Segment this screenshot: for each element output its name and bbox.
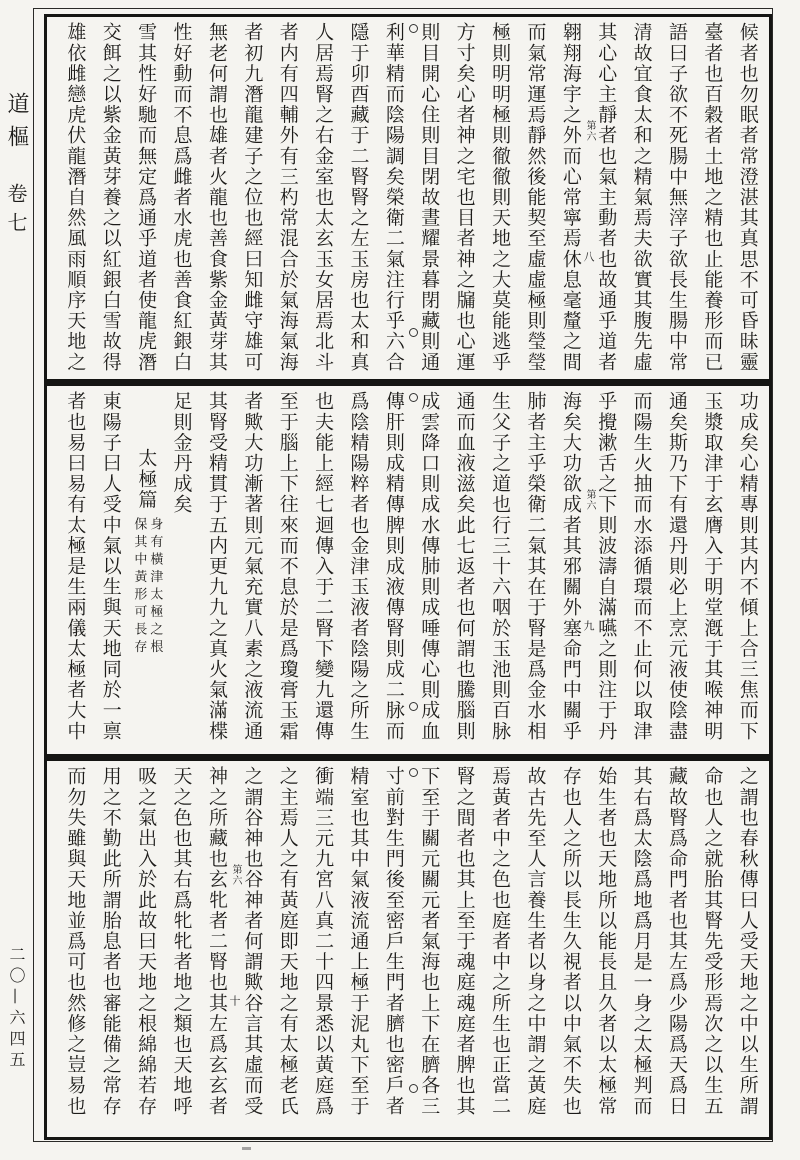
text-column — [340, 766, 375, 1132]
column-text: 者也易曰易有太極是生兩儀太極者大中 — [64, 391, 87, 742]
text-column — [659, 766, 694, 1132]
leaf-number-note: 十 — [228, 995, 241, 1006]
register-middle — [47, 386, 769, 754]
text-column — [128, 22, 163, 374]
text-column — [93, 22, 128, 374]
register-bottom — [47, 761, 769, 1137]
column-text: 寸前對生門後至密戶生門者臍也密戶者 — [382, 766, 405, 1117]
column-text: 利華精而陰陽調矣榮衛二氣注行乎六合 — [382, 22, 405, 373]
column-text: 存也人之所以長生久視者以中氣不失也 — [559, 766, 582, 1117]
column-text: 始生者也天地所以能長且久者以太極常 — [595, 766, 618, 1117]
column-text: 海矣大功欲成者其邪關外塞命門中關乎 — [559, 391, 582, 742]
column-text: 者初九潛龍建子之位也經曰知雌守雄可 — [241, 22, 264, 373]
register-top — [47, 17, 769, 379]
section-divider-circle — [409, 24, 418, 33]
text-column — [694, 391, 729, 749]
section-divider-circle — [409, 393, 418, 402]
text-column — [517, 391, 552, 749]
text-column — [93, 391, 128, 749]
column-text: 通而血液滋矣此七返者也何謂也騰腦則 — [453, 391, 476, 742]
margin-volume-label: 卷七 — [4, 183, 28, 241]
leaf-number-note: 第六 — [584, 120, 595, 142]
text-column — [659, 22, 694, 374]
column-text: 雪其性好馳而無定爲通乎道者使龍虎潛 — [135, 22, 158, 373]
text-column — [57, 22, 92, 374]
text-column — [553, 22, 588, 374]
column-group — [47, 761, 769, 1137]
text-column — [376, 22, 411, 374]
text-column — [234, 391, 269, 749]
column-text: 性好動而不息爲雌者水虎也善食紅銀白 — [170, 22, 193, 373]
column-text: 通矣斯乃下有還丹則必上烹元液使陰盡 — [666, 391, 689, 742]
text-column — [730, 22, 765, 374]
text-column — [163, 391, 198, 749]
text-column — [730, 766, 765, 1132]
leaf-number-note: 九 — [582, 620, 595, 631]
column-text: 則目開心住則目閉故晝耀景暮閉藏則通 — [418, 22, 441, 373]
column-text: 翱翔海宇之外而心常寧焉休息毫釐之間 — [559, 22, 582, 373]
text-column — [270, 22, 305, 374]
text-column — [517, 766, 552, 1132]
text-column — [57, 391, 92, 749]
text-column — [588, 391, 623, 749]
column-text: 至于腦上下往來而不息於是爲瓊膏玉霜 — [276, 391, 299, 742]
column-text: 極則明明極則徹徹則天地之大莫能逃乎 — [489, 22, 512, 373]
text-column — [93, 766, 128, 1132]
print-artifact-mark — [242, 1147, 251, 1150]
text-column — [623, 22, 658, 374]
column-text: 傳肝則成精傳脾則成液傳腎則成二脉而 — [382, 391, 405, 742]
column-text: 語曰子欲不死腸中無滓子欲長生腸中常 — [666, 22, 689, 373]
column-text: 藏故腎爲命門者也其左爲少陽爲天爲日 — [666, 766, 689, 1117]
register-separator — [47, 754, 769, 761]
text-column — [376, 391, 411, 749]
column-text: 而氣常運焉靜然後能契至虛虛極則瑩瑩 — [524, 22, 547, 373]
text-column — [234, 22, 269, 374]
column-text: 之謂谷神也谷神者何謂歟谷言其虛而受 — [241, 766, 264, 1117]
column-text: 其腎受精貫于五内更九九之真火氣滿楪 — [205, 391, 228, 742]
column-text: 其右爲太陰爲地爲月是一身之太極判而 — [630, 766, 653, 1117]
column-text: 腎之間者也其上至于魂庭魂庭者脾也其 — [453, 766, 476, 1117]
text-column — [57, 766, 92, 1132]
text-frame — [44, 14, 772, 1140]
text-column — [446, 22, 481, 374]
text-column — [270, 766, 305, 1132]
column-text: 隱于卯酉藏于二腎腎之左玉房也太和真 — [347, 22, 370, 373]
text-column — [411, 766, 446, 1132]
text-column — [482, 766, 517, 1132]
column-text: 吸之氣出入於此故曰天地之根綿綿若存 — [135, 766, 158, 1117]
margin-book-title: 道樞 — [4, 92, 29, 158]
column-text: 臺者也百穀者土地之精也止能養形而已 — [701, 22, 724, 373]
text-column — [128, 766, 163, 1132]
column-text: 東陽子曰人受中氣以生與天地同於一禀 — [99, 391, 122, 742]
text-column — [446, 391, 481, 749]
column-text: 下至于關元關元者氣海也上下在臍各三 — [418, 766, 441, 1117]
text-column — [199, 22, 234, 374]
column-text: 者歟大功漸著則元氣充實八素之液流通 — [241, 391, 264, 742]
column-text: 爲陰精陽粹者也金津玉液者陰陽之所生 — [347, 391, 370, 742]
text-column — [588, 766, 623, 1132]
text-column — [305, 766, 340, 1132]
leaf-number-note: 第六 — [584, 489, 595, 511]
text-column — [199, 391, 234, 749]
text-column — [623, 766, 658, 1132]
text-column — [694, 766, 729, 1132]
section-title: 太極篇 — [135, 448, 158, 510]
column-text: 候者也勿眠者常澄湛其真思不可昏昧靈 — [736, 22, 759, 373]
margin-page-number: 二〇—六四五 — [7, 946, 26, 1072]
leaf-number-note: 八 — [582, 251, 595, 262]
column-text: 方寸矣心者神之宅也目者神之牖也心運 — [453, 22, 476, 373]
column-text: 清故宜食太和之精氣焉夫欲實其腹先虛 — [630, 22, 653, 373]
text-column — [694, 22, 729, 374]
column-group — [47, 17, 769, 379]
text-column — [305, 391, 340, 749]
column-text: 用之不勤此所謂胎息者也審能備之常存 — [99, 766, 122, 1117]
column-text: 焉黃者中之色也庭者中之所生也正當二 — [489, 766, 512, 1117]
column-text: 玉漿取津于玄膺入于明堂漑于其喉神明 — [701, 391, 724, 742]
text-column — [623, 391, 658, 749]
text-column — [340, 391, 375, 749]
section-heading-column — [128, 391, 163, 749]
column-text: 功成矣心精專則其内不傾上合三焦而下 — [736, 391, 759, 742]
text-column — [482, 391, 517, 749]
text-column — [411, 391, 446, 749]
column-text: 故古先至人言養生者以身之中謂之黃庭 — [524, 766, 547, 1117]
column-text: 命也人之就胎其腎先受形焉次之以生五 — [701, 766, 724, 1117]
text-column — [730, 391, 765, 749]
column-text: 無老何謂也雄者火龍也善食紫金黃芽其 — [205, 22, 228, 373]
column-text: 天之色也其右爲牝牝者地之類也天地呼 — [170, 766, 193, 1117]
column-text: 精室也其中氣液流通上極于泥丸下至于 — [347, 766, 370, 1117]
subtitle-note-column: 保其中黃形可長存 — [131, 517, 147, 657]
column-text: 乎攪漱舌之下則波濤自滿嚥之則注于丹 — [595, 391, 618, 742]
column-text: 足則金丹成矣 — [170, 391, 193, 515]
leaf-number-note: 第六 — [230, 864, 241, 886]
text-column — [199, 766, 234, 1132]
text-column — [482, 22, 517, 374]
column-text: 者内有四輔外有三杓常混合於氣海氣海 — [276, 22, 299, 373]
column-text: 成雲降口則成水傳肺則成唾傳心則成血 — [418, 391, 441, 742]
text-column — [163, 22, 198, 374]
text-column — [376, 766, 411, 1132]
column-text: 神之所藏也玄牝者二腎也其左爲玄玄者 — [205, 766, 228, 1117]
text-column — [411, 22, 446, 374]
column-text: 生父子之道也行三十六咽於玉池則百脉 — [489, 391, 512, 742]
text-column — [234, 766, 269, 1132]
column-text: 肺者主乎榮衛二氣其在于腎是爲金水相 — [524, 391, 547, 742]
text-column — [446, 766, 481, 1132]
text-column — [588, 22, 623, 374]
register-separator — [47, 379, 769, 386]
column-text: 衝端三元九宮八真二十四景悉以黃庭爲 — [312, 766, 335, 1117]
text-column — [270, 391, 305, 749]
column-text: 其心心主靜者也氣主動者也故通乎道者 — [595, 22, 618, 373]
section-divider-circle — [409, 768, 418, 777]
column-text: 交餌之以紫金黃芽養之以紅銀白雪故得 — [99, 22, 122, 373]
column-text: 雄依雌戀虎伏龍潛自然風雨順序天地之 — [64, 22, 87, 373]
subtitle-note-column: 身有橫津太極之根 — [147, 517, 163, 657]
text-column — [553, 391, 588, 749]
text-column — [659, 391, 694, 749]
column-text: 而勿失雖與天地並爲可也然修之豈易也 — [64, 766, 87, 1117]
text-column — [553, 766, 588, 1132]
column-text: 之主焉人之有黃庭即天地之有太極老氏 — [276, 766, 299, 1117]
text-column — [340, 22, 375, 374]
column-group — [47, 386, 769, 754]
section-subtitle-note — [132, 517, 161, 657]
column-text: 也夫能上經七迴傳入于二腎下變九還傳 — [312, 391, 335, 742]
text-column — [163, 766, 198, 1132]
text-column — [517, 22, 552, 374]
column-text: 而陽生火抽而水添循環而不止何以取津 — [630, 391, 653, 742]
column-text: 之謂也春秋傳曰人受天地之中以生所謂 — [736, 766, 759, 1117]
text-column — [305, 22, 340, 374]
column-text: 人居焉腎之右金室也太玄玉女居焉北斗 — [312, 22, 335, 373]
